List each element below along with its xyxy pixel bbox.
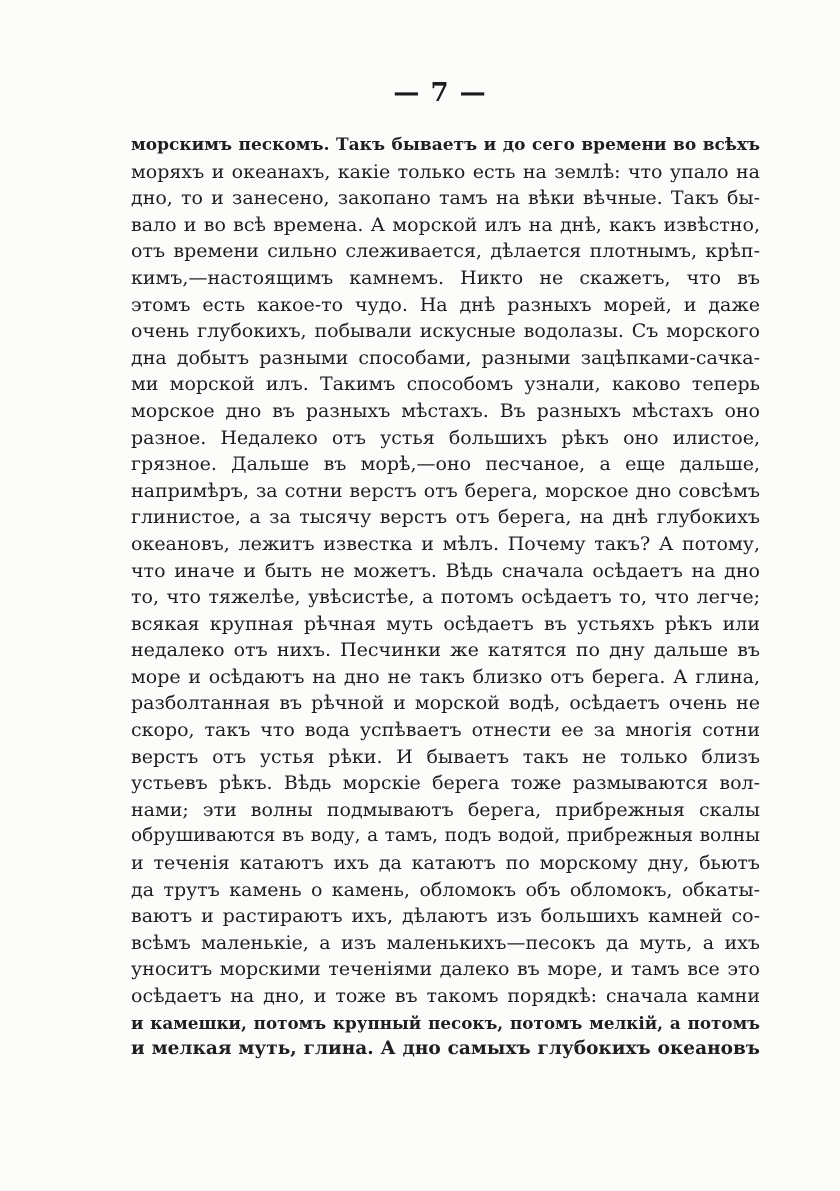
text-line: кимъ,—настоящимъ камнемъ. Никто не скажетъ, что въ [131, 266, 760, 289]
text-line: вало и во всѣ времена. А морской илъ на днѣ, какъ извѣстно, [131, 213, 760, 236]
text-line: очень глубокихъ, побывали искусные водолазы. Съ морского [131, 320, 760, 343]
text-line: обрушиваются въ воду, а тамъ, подъ водой, прибрежныя волны [131, 825, 760, 847]
text-line: океановъ, лежитъ известка и мѣлъ. Почему такъ? А потому, [131, 532, 760, 555]
page-number: — 7 — [393, 78, 487, 108]
text-line: моряхъ и океанахъ, какіе только есть на землѣ: что упало на [131, 160, 760, 183]
text-line: осѣдаетъ на дно, и тоже въ такомъ порядкѣ: сначала камни [131, 985, 760, 1007]
text-line: глинистое, а за тысячу верстъ отъ берега, на днѣ глубокихъ [131, 506, 760, 529]
text-line: и мелкая муть, глина. А дно самыхъ глубокихъ океановъ [131, 1038, 760, 1060]
text-line: да трутъ камень о камень, обломокъ объ обломокъ, обкаты- [131, 878, 760, 901]
body-text [131, 132, 760, 1063]
text-line: морскимъ пескомъ. Такъ бываетъ и до сего времени во всѣхъ [131, 135, 760, 155]
text-line: и камешки, потомъ крупный песокъ, потомъ мелкій, а потомъ [131, 1012, 760, 1033]
text-line: всѣмъ маленькіе, а изъ маленькихъ—песокъ да муть, а ихъ [131, 931, 760, 954]
text-line: устьевъ рѣкъ. Вѣдь морскіе берега тоже размываются вол- [131, 772, 760, 795]
text-line: ми морской илъ. Такимъ способомъ узнали, каково теперь [131, 373, 760, 396]
text-line: разное. Недалеко отъ устья большихъ рѣкъ оно илистое, [131, 426, 760, 449]
text-line: верстъ отъ устья рѣки. И бываетъ такъ не только близъ [131, 745, 760, 768]
text-line: грязное. Дальше въ морѣ,—оно песчаное, а еще дальше, [131, 453, 760, 476]
text-line: отъ времени сильно слеживается, дѣлается плотнымъ, крѣп- [131, 240, 760, 263]
text-line: и теченія катаютъ ихъ да катаютъ по морскому дну, бьютъ [131, 852, 760, 875]
text-line: всякая крупная рѣчная муть осѣдаетъ въ устьяхъ рѣкъ или [131, 612, 760, 635]
text-line: недалеко отъ нихъ. Песчинки же катятся по дну дальше въ [131, 639, 760, 662]
text-line: нами; эти волны подмываютъ берега, прибрежныя скалы [131, 798, 760, 821]
text-line: что иначе и быть не можетъ. Вѣдь сначала осѣдаетъ на дно [131, 559, 760, 582]
text-line: морское дно въ разныхъ мѣстахъ. Въ разныхъ мѣстахъ оно [131, 399, 760, 422]
text-line: дно, то и занесено, закопано тамъ на вѣки вѣчные. Такъ бы- [131, 187, 760, 210]
text-line: этомъ есть какое-то чудо. На днѣ разныхъ морей, и даже [131, 293, 760, 316]
text-line: дна добытъ разными способами, разными зацѣпками-сачка- [131, 346, 760, 369]
text-line: ваютъ и растираютъ ихъ, дѣлаютъ изъ большихъ камней со- [131, 905, 760, 928]
text-line: уноситъ морскими теченіями далеко въ море, и тамъ все это [131, 958, 760, 981]
text-line: то, что тяжелѣе, увѣсистѣе, а потомъ осѣдаетъ то, что легче; [131, 586, 760, 609]
text-line: скоро, такъ что вода успѣваетъ отнести ее за многія сотни [131, 719, 760, 742]
text-line: море и осѣдаютъ на дно не такъ близко отъ берега. А глина, [131, 665, 760, 688]
text-line: напримѣръ, за сотни верстъ отъ берега, морское дно совсѣмъ [131, 479, 760, 502]
text-line: разболтанная въ рѣчной и морской водѣ, осѣдаетъ очень не [131, 692, 760, 715]
